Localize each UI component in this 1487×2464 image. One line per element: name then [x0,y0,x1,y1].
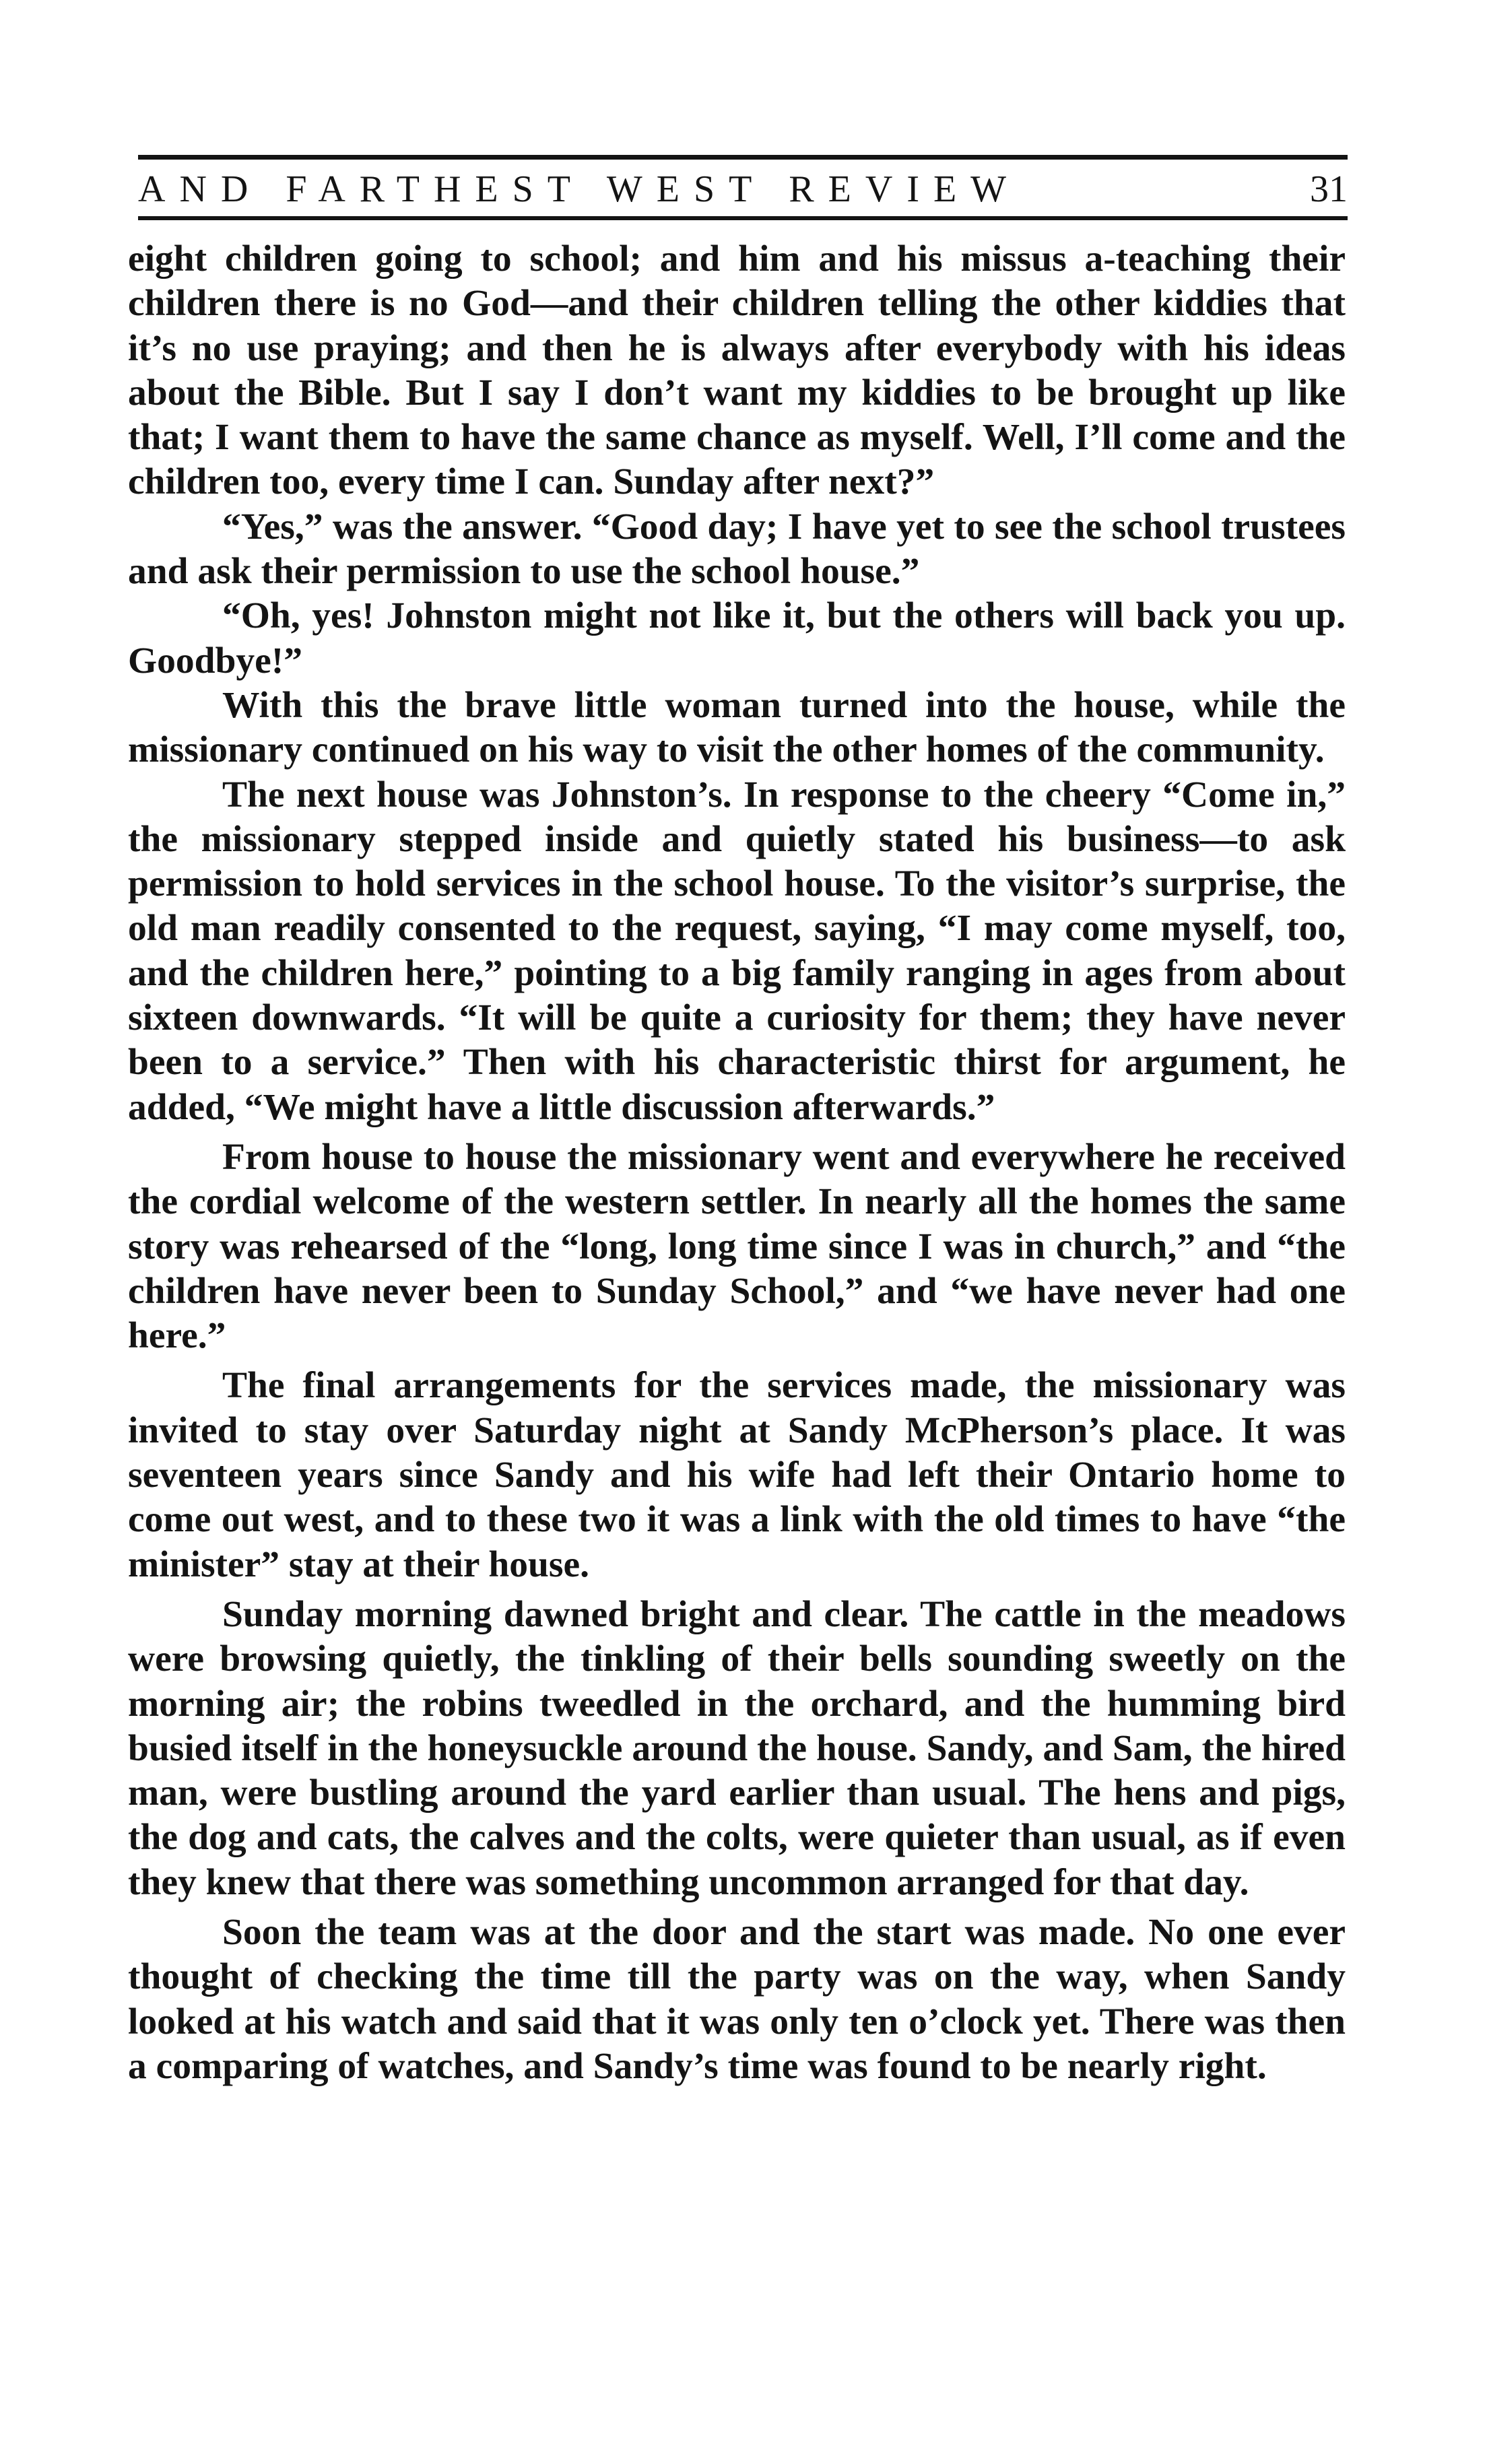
paragraph: “Oh, yes! Johnston might not like it, but the others will back you up. Goodbye!” [128,595,1346,681]
running-head [138,166,1348,213]
paragraph: eight children going to school; and him and his missus a-teaching their children there is no God—and their children telling the other kiddies that it’s no use praying; and then he is always after everybody with his ideas about the Bible. But I say I don’t want my kiddies to be brought up like that; I want them to have the same chance as myself. Well, I’ll come and the children too, every time I can. Sunday after next?” [128,238,1346,503]
body-text [128,237,1346,2089]
paragraph: With this the brave little woman turned into the house, while the missionary continued on his way to visit the other homes of the community. [128,684,1346,771]
running-title: AND FARTHEST WEST REVIEW [138,168,1021,210]
header-bottom-rule [138,216,1348,220]
paragraph: Soon the team was at the door and the start was made. No one ever thought of checking the time till the party was on the way, when Sandy looked at his watch and said that it was only ten o’clock yet. There was then a comparing of watches, and Sandy’s time was found to be nearly right. [128,1911,1346,2087]
paragraph: The final arrangements for the services made, the missionary was invited to stay over Saturday night at Sandy McPherson’s place. It was seventeen years since Sandy and his wife had left their Ontario home to come out west, and to these two it was a link with the old times to have “the minister” stay at their house. [128,1365,1346,1585]
paragraph: “Yes,” was the answer. “Good day; I have yet to see the school trustees and ask their permission to use the school house.” [128,506,1346,593]
paragraph: The next house was Johnston’s. In response to the cheery “Come in,” the missionary stepped inside and quietly stated his business—to ask permission to hold services in the school house. To the visitor’s surprise, the old man readily consented to the request, saying, “I may come myself, too, and the children here,” pointing to a big family ranging in ages from about sixteen downwards. “It will be quite a curiosity for them; they have never been to a service.” Then with his characteristic thirst for argument, he added, “We might have a little discussion afterwards.” [128,774,1346,1128]
header-top-rule [138,155,1348,160]
paragraph: Sunday morning dawned bright and clear. The cattle in the meadows were browsing quietly, the tinkling of their bells sounding sweetly on the morning air; the robins tweedled in the orchard, and the humming bird busied itself in the honeysuckle around the house. Sandy, and Sam, the hired man, were bustling around the yard earlier than usual. The hens and pigs, the dog and cats, the calves and the colts, were quieter than usual, as if even they knew that there was something uncommon arranged for that day. [128,1593,1346,1903]
paragraph: From house to house the missionary went and everywhere he received the cordial welcome of the western settler. In nearly all the homes the same story was rehearsed of the “long, long time since I was in church,” and “the children have never been to Sunday School,” and “we have never had one here.” [128,1136,1346,1357]
page-number: 31 [1310,168,1348,210]
